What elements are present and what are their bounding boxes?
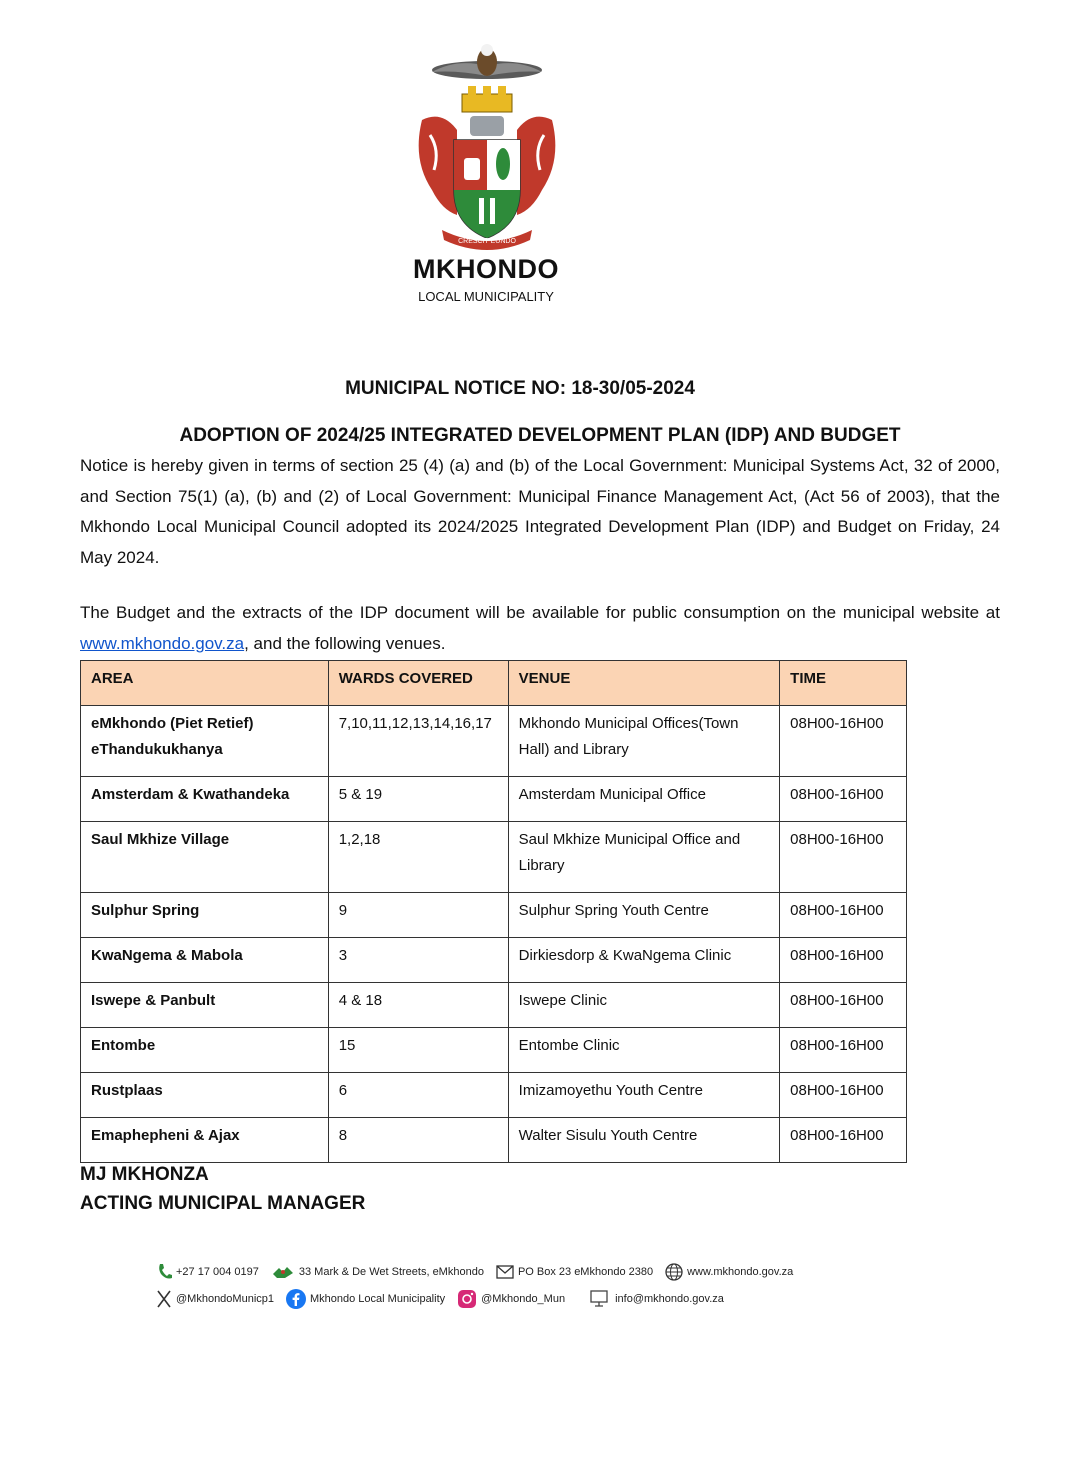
footer-phone: +27 17 004 0197	[176, 1266, 259, 1278]
cell-time: 08H00-16H00	[780, 777, 907, 822]
org-subtitle: LOCAL MUNICIPALITY	[418, 289, 554, 304]
table-row	[81, 822, 907, 893]
footer-address: 33 Mark & De Wet Streets, eMkhondo	[298, 1266, 484, 1278]
cell-area: Rustplaas	[81, 1073, 329, 1118]
cell-area	[81, 706, 329, 777]
header-venue: VENUE	[508, 661, 780, 706]
cell-wards: 4 & 18	[328, 983, 508, 1028]
signatory-title: ACTING MUNICIPAL MANAGER	[80, 1193, 366, 1214]
footer-facebook[interactable]: Mkhondo Local Municipality	[310, 1293, 446, 1305]
footer-twitter[interactable]: @MkhondoMunicp1	[176, 1293, 274, 1305]
cell-wards: 9	[328, 893, 508, 938]
paragraph-2-text-end: , and the following venues.	[244, 633, 446, 653]
cell-area: Emaphepheni & Ajax	[81, 1118, 329, 1163]
cell-wards: 8	[328, 1118, 508, 1163]
cell-time: 08H00-16H00	[780, 1028, 907, 1073]
cell-time: 08H00-16H00	[780, 822, 907, 893]
cell-wards: 3	[328, 938, 508, 983]
footer-contact-line-1	[156, 1262, 793, 1282]
header-area: AREA	[81, 661, 329, 706]
table-row	[81, 1028, 907, 1073]
cell-wards: 7,10,11,12,13,14,16,17	[328, 706, 508, 777]
cell-venue: Mkhondo Municipal Offices(Town Hall) and Library	[508, 706, 780, 777]
notice-paragraph-1: Notice is hereby given in terms of section 25 (4) (a) and (b) of the Local Government: Municipal Systems Act, 32 of 2000, and Section 75(1) (a), (b) and (2) of Local Government: Municipal Finance Management Act, (Act 56 of 2003), that the Mkhondo Local Municipal Council adopted its 2024/2025 Integrated Development Plan (IDP) and Budget on Friday, 24 May 2024.	[80, 456, 1000, 567]
footer-website[interactable]: www.mkhondo.gov.za	[687, 1266, 794, 1278]
cell-venue: Amsterdam Municipal Office	[508, 777, 780, 822]
area-line-2: eThandukukhanya	[91, 741, 223, 758]
table-row	[81, 777, 907, 822]
notice-title: ADOPTION OF 2024/25 INTEGRATED DEVELOPMENT PLAN (IDP) AND BUDGET	[179, 425, 901, 446]
map-icon	[271, 1264, 295, 1280]
facebook-icon	[286, 1289, 306, 1309]
table-row	[81, 893, 907, 938]
cell-venue: Saul Mkhize Municipal Office and Library	[508, 822, 780, 893]
paragraph-2-text: The Budget and the extracts of the IDP document will be available for public consumption on the municipal website at	[80, 603, 1000, 622]
cell-venue: Imizamoyethu Youth Centre	[508, 1073, 780, 1118]
cell-wards: 1,2,18	[328, 822, 508, 893]
footer-contact-line-2	[156, 1289, 724, 1309]
org-name: MKHONDO	[413, 254, 559, 284]
cell-wards: 5 & 19	[328, 777, 508, 822]
cell-time: 08H00-16H00	[780, 938, 907, 983]
table-row	[81, 1073, 907, 1118]
header-time: TIME	[780, 661, 907, 706]
cell-area: Saul Mkhize Village	[81, 822, 329, 893]
table-header-row	[81, 661, 907, 706]
cell-venue: Iswepe Clinic	[508, 983, 780, 1028]
header-wards: WARDS COVERED	[328, 661, 508, 706]
notice-number: MUNICIPAL NOTICE NO: 18-30/05-2024	[345, 378, 695, 399]
footer-email[interactable]: info@mkhondo.gov.za	[615, 1293, 724, 1305]
venues-table	[80, 660, 907, 1163]
instagram-icon	[457, 1289, 477, 1309]
cell-wards: 6	[328, 1073, 508, 1118]
cell-wards: 15	[328, 1028, 508, 1073]
table-row	[81, 938, 907, 983]
cell-area: Entombe	[81, 1028, 329, 1073]
notice-paragraph-2	[80, 598, 1000, 659]
footer-po-box: PO Box 23 eMkhondo 2380	[517, 1266, 654, 1278]
cell-area: Iswepe & Panbult	[81, 983, 329, 1028]
table-row	[81, 706, 907, 777]
computer-icon	[589, 1290, 611, 1308]
municipal-crest-logo	[412, 40, 562, 250]
cell-time: 08H00-16H00	[780, 706, 907, 777]
cell-time: 08H00-16H00	[780, 1073, 907, 1118]
globe-icon	[665, 1263, 683, 1281]
cell-time: 08H00-16H00	[780, 893, 907, 938]
cell-venue: Entombe Clinic	[508, 1028, 780, 1073]
x-icon	[156, 1290, 172, 1308]
cell-venue: Walter Sisulu Youth Centre	[508, 1118, 780, 1163]
crest-motto: CRESCIT EUNDO	[458, 238, 516, 245]
cell-area: Amsterdam & Kwathandeka	[81, 777, 329, 822]
phone-icon	[156, 1262, 172, 1282]
cell-venue: Sulphur Spring Youth Centre	[508, 893, 780, 938]
footer-instagram[interactable]: @Mkhondo_Mun	[481, 1293, 566, 1305]
table-row	[81, 1118, 907, 1163]
website-link[interactable]: www.mkhondo.gov.za	[80, 633, 245, 653]
cell-time: 08H00-16H00	[780, 983, 907, 1028]
cell-area: KwaNgema & Mabola	[81, 938, 329, 983]
mail-icon	[496, 1265, 514, 1279]
area-line-1: eMkhondo (Piet Retief)	[91, 715, 254, 732]
cell-venue: Dirkiesdorp & KwaNgema Clinic	[508, 938, 780, 983]
cell-area: Sulphur Spring	[81, 893, 329, 938]
table-row	[81, 983, 907, 1028]
cell-time: 08H00-16H00	[780, 1118, 907, 1163]
signatory-name: MJ MKHONZA	[80, 1164, 209, 1185]
